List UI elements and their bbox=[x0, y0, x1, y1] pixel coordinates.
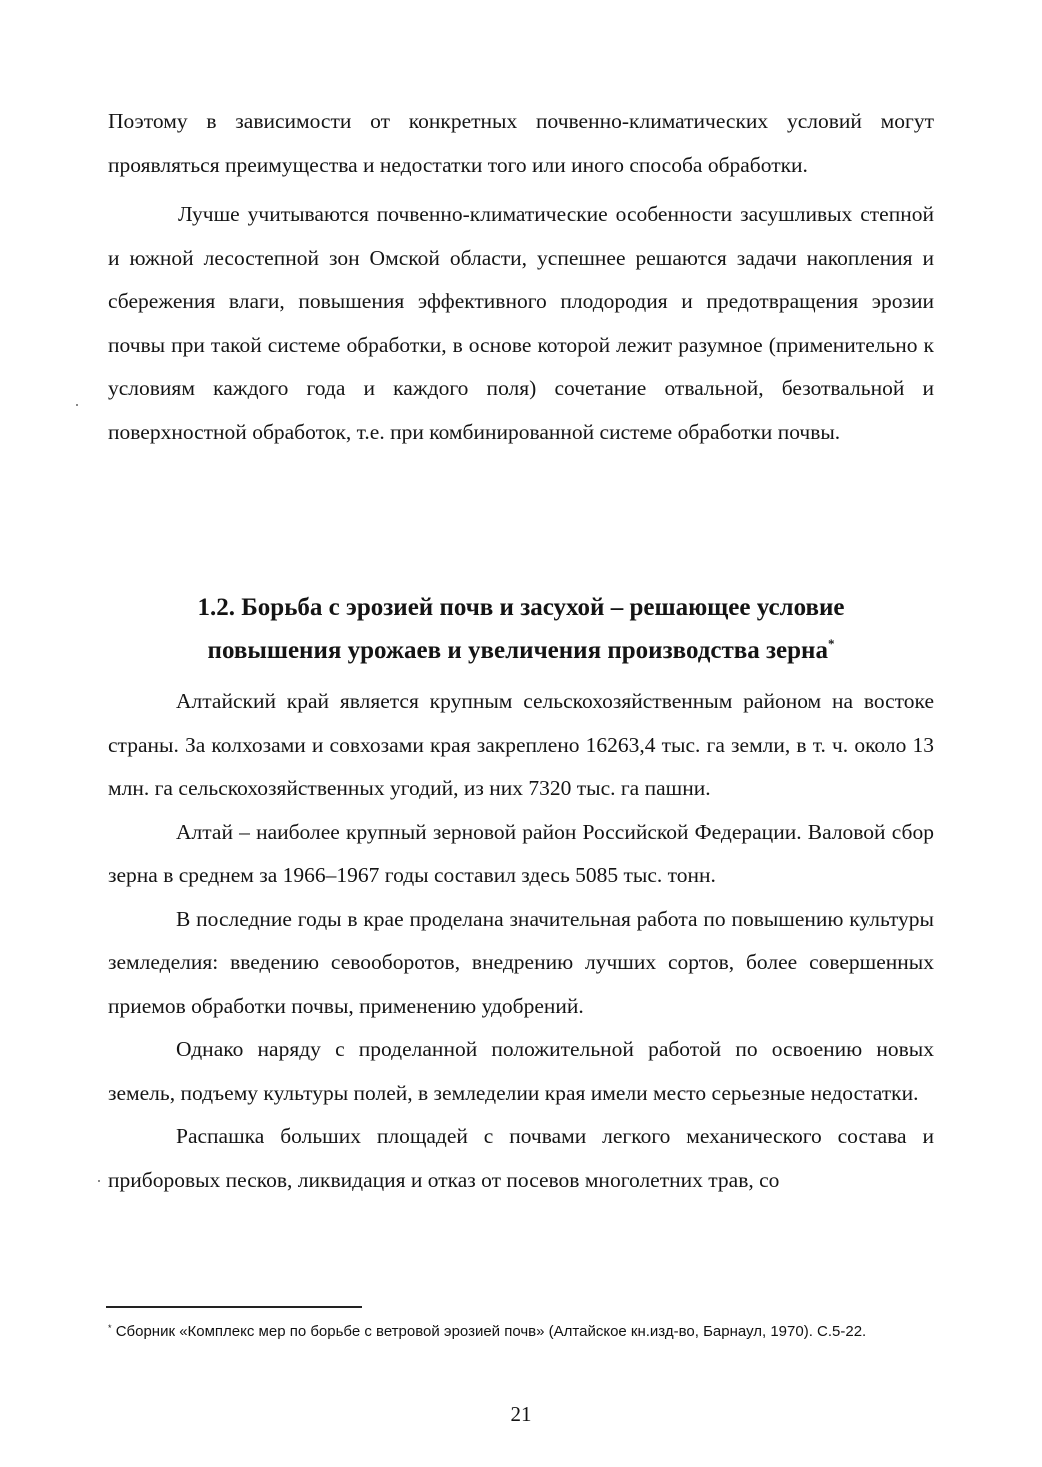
paragraph: Однако наряду с проделанной положительной работой по освоению новых земель, подъему культуры полей, в земледелии края имели место серьезные недостатки. bbox=[108, 1037, 934, 1105]
section-heading-line bbox=[108, 626, 934, 669]
intro-text-block bbox=[108, 100, 934, 454]
footnote-marker: * bbox=[827, 636, 835, 651]
paragraph: В последние годы в крае проделана значительная работа по повышению культуры земледелия: введению севооборотов, внедрению лучших сортов, более совершенных приемов обработки почвы, применению удобрений. bbox=[108, 906, 934, 1018]
page-number: 21 bbox=[510, 1402, 532, 1426]
scan-speck bbox=[76, 404, 78, 406]
scan-speck bbox=[98, 1180, 100, 1182]
paragraph: Лучше учитываются почвенно-климатические особенности засушливых степной и южной лесостепной зон Омской области, успешнее решаются задачи накопления и сбережения влаги, повышения эффективного плодородия и предотвращения эрозии почвы при такой системе обработки, в основе которой лежит разумное (применительно к условиям каждого года и каждого поля) сочетание отвальной, безотвальной и поверхностной обработок, т.е. при комбинированной системе обработки почвы. bbox=[108, 202, 934, 444]
paragraph: Алтай – наиболее крупный зерновой район Российской Федерации. Валовой сбор зерна в среднем за 1966–1967 годы составил здесь 5085 тыс. тонн. bbox=[108, 819, 934, 887]
footnote-marker: * bbox=[108, 1323, 112, 1333]
section-heading-text: повышения урожаев и увеличения производства зерна bbox=[207, 637, 828, 664]
paragraph: Алтайский край является крупным сельскохозяйственным районом на востоке страны. За колхозами и совхозами края закреплено 16263,4 тыс. га земли, в т. ч. около 13 млн. га сельскохозяйственных угодий, из них 7320 тыс. га пашни. bbox=[108, 689, 934, 800]
footnote-divider bbox=[106, 1306, 362, 1308]
footnote bbox=[108, 1319, 908, 1341]
footnote-text: Сборник «Комплекс мер по борьбе с ветровой эрозией почв» (Алтайское кн.изд-во, Барнаул, 1970). С.5-22. bbox=[115, 1323, 867, 1340]
section-heading-line: 1.2. Борьба с эрозией почв и засухой – решающее условие bbox=[197, 594, 845, 621]
paragraph: Поэтому в зависимости от конкретных почвенно-климатических условий могут проявляться преимущества и недостатки того или иного способа обработки. bbox=[108, 109, 934, 177]
paragraph: Распашка больших площадей с почвами легкого механического состава и приборовых песков, ликвидация и отказ от посевов многолетних трав, со bbox=[108, 1124, 934, 1192]
section-heading bbox=[108, 590, 934, 669]
section-text-block bbox=[108, 680, 934, 1202]
